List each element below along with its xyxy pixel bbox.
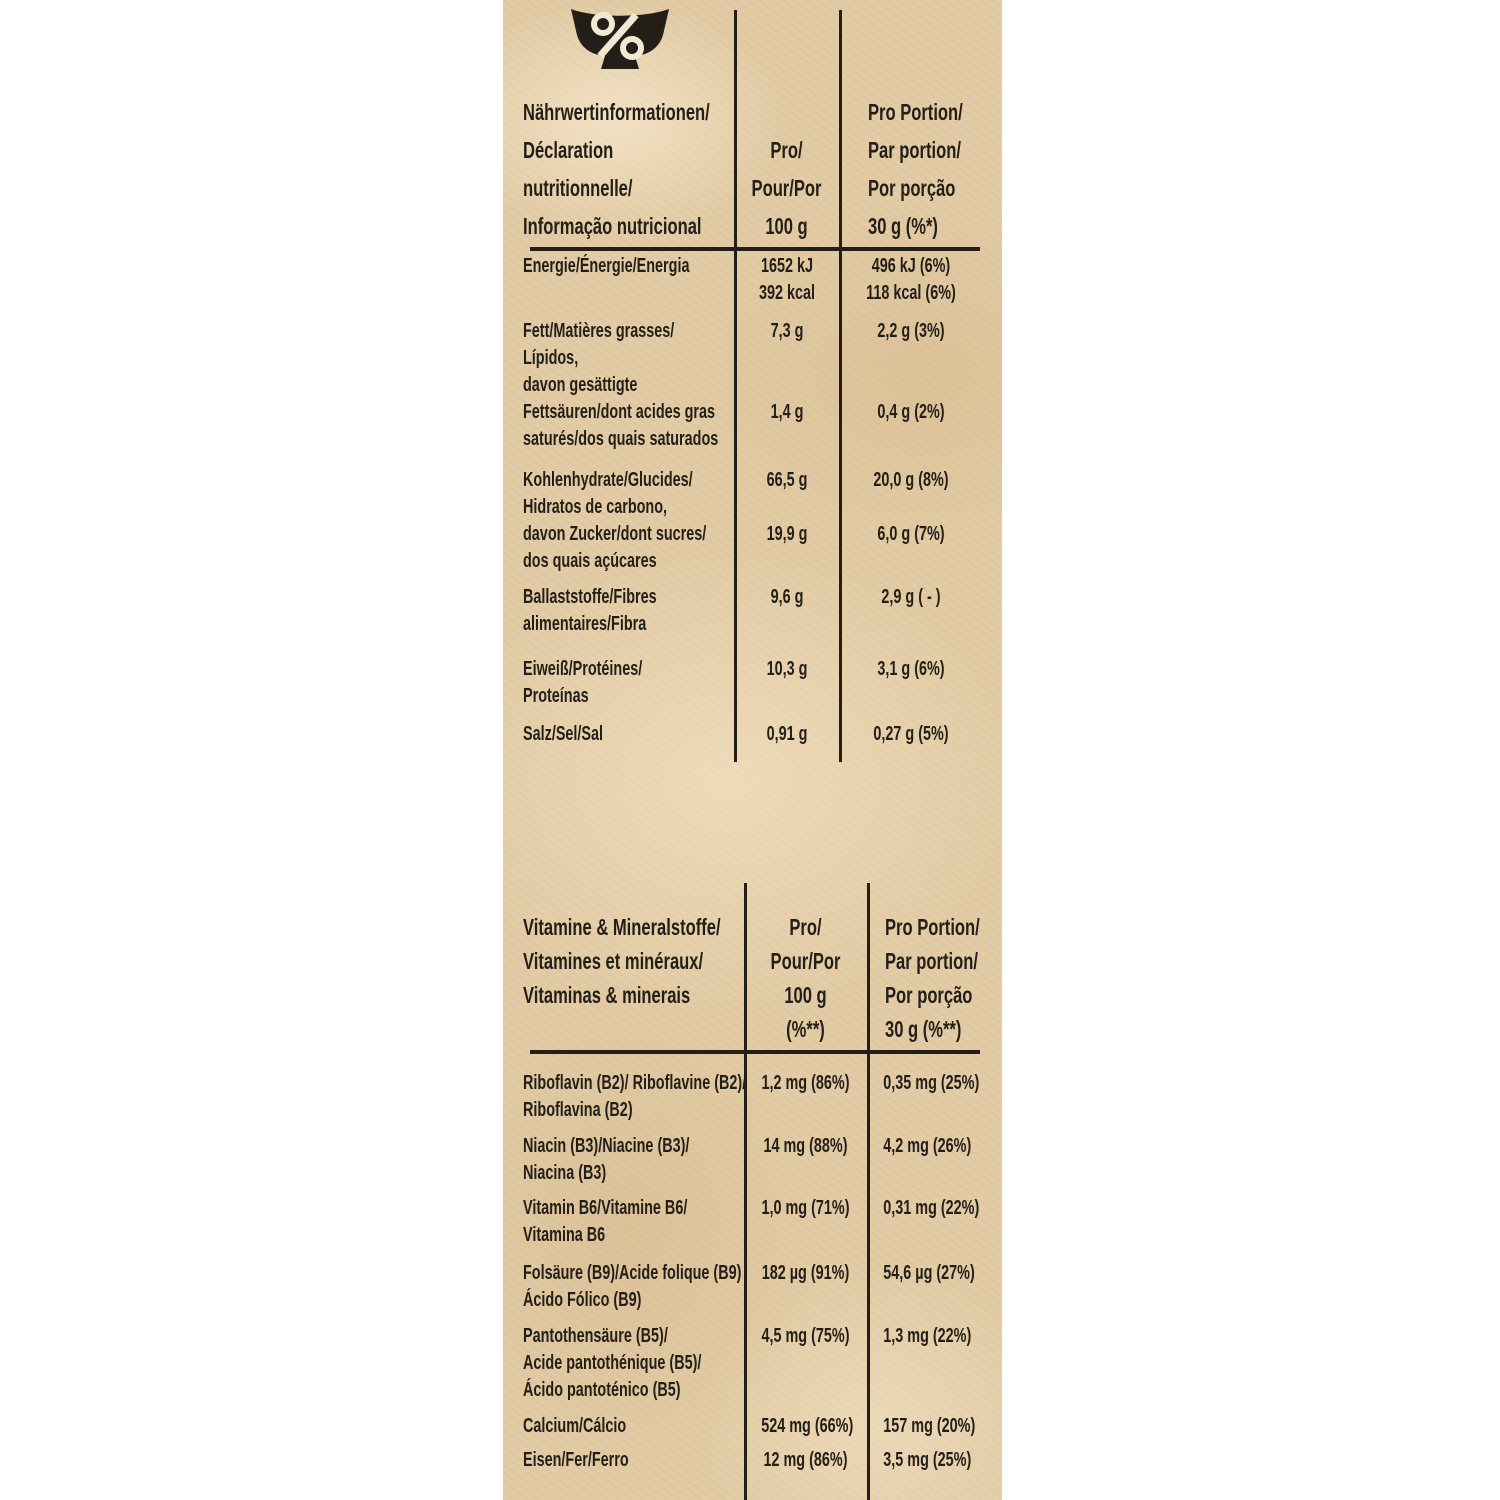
value-line: 54,6 µg (27%): [883, 1262, 975, 1284]
per-portion-value: [839, 584, 1003, 638]
value-line: 0,35 mg (25%): [883, 1072, 980, 1094]
header-line: Pour/Por: [751, 175, 822, 201]
value-line: 0,27 g (5%): [873, 723, 949, 745]
title-line: Vitamine & Mineralstoffe/: [523, 914, 721, 940]
nutrient-row-energy: [503, 253, 1002, 307]
per-portion-value: [867, 1447, 1003, 1474]
nutrient-label: [503, 467, 735, 521]
per-portion-value: [839, 467, 1003, 521]
label-line: Niacina (B3): [523, 1162, 607, 1184]
per-100g-value: [744, 1413, 867, 1440]
nutrient-label: [503, 584, 735, 638]
vitamin-row-calcium: [503, 1413, 1002, 1440]
per-100g-value: [735, 467, 839, 521]
vitamin-label: [503, 1070, 747, 1124]
header-line: Por porção: [868, 175, 956, 201]
per-100g-value: [744, 1133, 867, 1187]
value-line: 7,3 g: [770, 320, 804, 342]
header-line: Pro Portion/: [868, 99, 963, 125]
per-100g-column-header: [734, 131, 839, 245]
header-line: 30 g (%**): [885, 1016, 962, 1042]
value-line: 1,2 mg (86%): [761, 1072, 850, 1094]
header-line: (%**): [786, 1016, 825, 1042]
label-line: Eisen/Fer/Ferro: [523, 1449, 629, 1471]
value-line: 157 mg (20%): [883, 1415, 976, 1437]
nutrient-row-saturates: [503, 372, 1002, 453]
value-line: 10,3 g: [766, 658, 808, 680]
nutrient-label: [503, 721, 735, 748]
label-line: Energie/Énergie/Energia: [523, 255, 690, 277]
label-line: davon Zucker/dont sucres/: [523, 523, 707, 545]
value-line: 3,1 g (6%): [877, 658, 945, 680]
value-line: 6,0 g (7%): [877, 523, 945, 545]
per-100g-value: [744, 1070, 867, 1124]
header-line: 30 g (%*): [868, 213, 938, 239]
per-portion-value: [867, 1195, 1003, 1249]
label-line: Lípidos,: [523, 347, 579, 369]
label-line: Acide pantothénique (B5)/: [523, 1352, 702, 1374]
label-line: alimentaires/Fibra: [523, 613, 647, 635]
value-line: 12 mg (86%): [763, 1449, 848, 1471]
per-100g-value: [735, 656, 839, 710]
nutrient-label: [503, 318, 735, 372]
label-line: Kohlenhydrate/Glucides/: [523, 469, 693, 491]
label-line: saturés/dos quais saturados: [523, 428, 719, 450]
bowl-percent-icon: [570, 6, 670, 70]
value-line: 2,2 g (3%): [877, 320, 945, 342]
title-line: Vitamines et minéraux/: [523, 948, 704, 974]
label-line: Ácido Fólico (B9): [523, 1289, 642, 1311]
vitamin-label: [503, 1260, 744, 1314]
header-line: Pro/: [770, 137, 803, 163]
per-portion-value: [867, 1413, 1003, 1440]
value-line: 524 mg (66%): [761, 1415, 854, 1437]
nutrient-label: [503, 372, 735, 453]
vitamins-per-100g-column-header: [744, 910, 867, 1046]
header-line: 100 g: [784, 982, 827, 1008]
value-line: 19,9 g: [766, 523, 808, 545]
per-100g-value: [744, 1260, 867, 1314]
value-line: 0,4 g (2%): [877, 401, 945, 423]
title-line: Nährwertinformationen/: [523, 99, 710, 125]
value-line: 4,2 mg (26%): [883, 1135, 972, 1157]
nutrient-label: [503, 656, 735, 710]
nutrient-label: [503, 253, 735, 307]
nutrient-row-fibre: [503, 584, 1002, 638]
header-line: Por porção: [885, 982, 973, 1008]
label-line: Pantothensäure (B5)/: [523, 1325, 668, 1347]
vitamin-row-b6: [503, 1195, 1002, 1249]
title-line: Vitaminas & minerais: [523, 982, 691, 1008]
per-portion-value: [839, 721, 1003, 748]
vitamin-row-riboflavin: [503, 1070, 1002, 1124]
value-line: 20,0 g (8%): [873, 469, 949, 491]
title-line: Informação nutricional: [523, 213, 702, 239]
vitamin-label: [503, 1447, 744, 1474]
label-line: Niacin (B3)/Niacine (B3)/: [523, 1135, 690, 1157]
bowl-percent-icon-svg: [570, 6, 670, 70]
per-100g-value: [744, 1447, 867, 1474]
value-line: 66,5 g: [766, 469, 808, 491]
label-line: Riboflavina (B2): [523, 1099, 633, 1121]
nutrition-header-rule: [530, 247, 980, 251]
label-line: Proteínas: [523, 685, 589, 707]
per-portion-value: [867, 1133, 1003, 1187]
header-line: Pour/Por: [770, 948, 841, 974]
per-100g-value: [735, 584, 839, 638]
nutrient-row-salt: [503, 721, 1002, 748]
nutrient-row-carbohydrate: [503, 467, 1002, 521]
value-line: 0,91 g: [766, 723, 808, 745]
value-line: 0,31 mg (22%): [883, 1197, 980, 1219]
label-line: Eiweiß/Protéines/: [523, 658, 643, 680]
value-line: 1,4 g: [770, 401, 804, 423]
per-portion-value: [867, 1323, 1003, 1404]
header-line: Pro/: [789, 914, 822, 940]
per-100g-value: [735, 318, 839, 372]
per-portion-value: [839, 656, 1003, 710]
value-line: 1,3 mg (22%): [883, 1325, 972, 1347]
label-line: Ballaststoffe/Fibres: [523, 586, 657, 608]
value-line: 118 kcal (6%): [866, 282, 956, 304]
vitamin-row-iron: [503, 1447, 1002, 1474]
value-line: 1652 kJ: [760, 255, 814, 277]
nutrient-label: [503, 521, 735, 575]
nutrient-row-protein: [503, 656, 1002, 710]
label-line: Folsäure (B9)/Acide folique (B9): [523, 1262, 742, 1284]
label-line: Vitamina B6: [523, 1224, 606, 1246]
title-line: Déclaration: [523, 137, 614, 163]
label-line: Fettsäuren/dont acides gras: [523, 401, 716, 423]
per-portion-value: [839, 521, 1003, 575]
value-line: 182 µg (91%): [761, 1262, 850, 1284]
per-portion-value: [839, 253, 1003, 307]
label-line: Salz/Sel/Sal: [523, 723, 604, 745]
per-portion-value: [867, 1070, 1003, 1124]
header-line: 100 g: [765, 213, 808, 239]
label-line: Calcium/Cálcio: [523, 1415, 627, 1437]
nutrient-row-sugars: [503, 521, 1002, 575]
vitamins-per-portion-column-header: [885, 910, 1000, 1046]
nutrient-row-fat: [503, 318, 1002, 372]
per-100g-value: [735, 521, 839, 575]
per-portion-column-header: [868, 93, 998, 245]
per-portion-value: [839, 372, 1003, 453]
per-100g-value: [735, 253, 839, 307]
per-100g-value: [735, 372, 839, 453]
value-line: 392 kcal: [758, 282, 816, 304]
vitamin-label: [503, 1195, 744, 1249]
per-100g-value: [744, 1195, 867, 1249]
vitamin-row-pantothenic-acid: [503, 1323, 1002, 1404]
nutrition-label-panel: [503, 0, 1002, 1500]
per-portion-value: [839, 318, 1003, 372]
label-line: Hidratos de carbono,: [523, 496, 668, 518]
value-line: 14 mg (88%): [763, 1135, 848, 1157]
header-line: Pro Portion/: [885, 914, 980, 940]
label-line: Ácido pantoténico (B5): [523, 1379, 681, 1401]
vitamin-label: [503, 1413, 744, 1440]
vitamin-label: [503, 1323, 744, 1404]
vitamins-table-title: [523, 910, 748, 1012]
vitamin-row-folic-acid: [503, 1260, 1002, 1314]
label-line: Vitamin B6/Vitamine B6/: [523, 1197, 688, 1219]
vitamins-rows: [503, 1070, 1002, 1474]
title-line: nutritionnelle/: [523, 175, 633, 201]
vitamin-label: [503, 1133, 744, 1187]
label-line: Fett/Matières grasses/: [523, 320, 675, 342]
header-line: Par portion/: [868, 137, 961, 163]
vitamins-header-rule: [530, 1050, 980, 1054]
nutrition-rows: [503, 253, 1002, 748]
value-line: 1,0 mg (71%): [761, 1197, 850, 1219]
value-line: 496 kJ (6%): [871, 255, 951, 277]
header-line: Par portion/: [885, 948, 978, 974]
per-100g-value: [735, 721, 839, 748]
vitamin-row-niacin: [503, 1133, 1002, 1187]
per-portion-value: [867, 1260, 1003, 1314]
value-line: 9,6 g: [770, 586, 804, 608]
value-line: 3,5 mg (25%): [883, 1449, 972, 1471]
per-100g-value: [744, 1323, 867, 1404]
label-line: dos quais açúcares: [523, 550, 657, 572]
nutrition-table-title: [523, 93, 738, 245]
value-line: 2,9 g ( - ): [881, 586, 941, 608]
value-line: 4,5 mg (75%): [761, 1325, 850, 1347]
label-line: davon gesättigte: [523, 374, 638, 396]
label-line: Riboflavin (B2)/ Riboflavine (B2)/: [523, 1072, 747, 1094]
